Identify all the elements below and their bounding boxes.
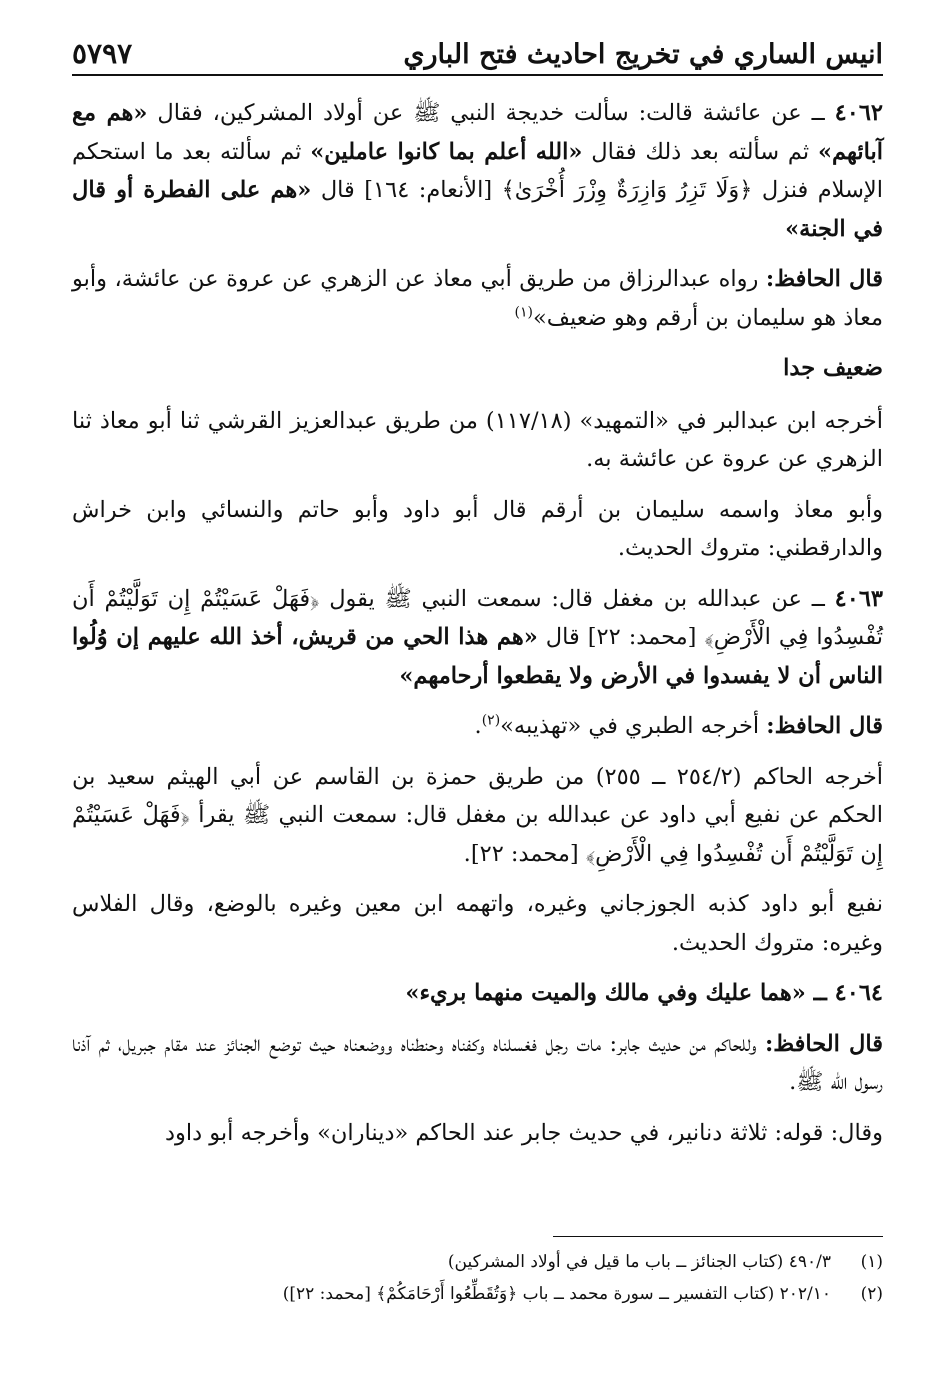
entry-number: ٤٠٦٢ — [834, 100, 884, 126]
footnote-text: ٤٩٠/٣ (كتاب الجنائز ــ باب ما قيل في أولاد المشركين) — [447, 1252, 831, 1272]
entry-text: ــ عن عائشة قالت: سألت خديجة النبي ﷺ عن أولاد المشركين، فقال — [147, 100, 825, 126]
footnote-number: (١) — [860, 1252, 883, 1272]
hafiz-label: قال الحافظ: — [766, 713, 883, 739]
takhrij-paragraph: أخرجه ابن عبدالبر في «التمهيد» (١١٧/١٨) من طريق عبدالعزيز القرشي ثنا أبو معاذ ثنا الزهري عن عروة عن عائشة به. — [72, 407, 884, 472]
header-title: انيس الساري في تخريج احاديث فتح الباري — [403, 39, 883, 70]
footnote-ref: (١) — [514, 304, 533, 320]
footnote-text: ٢٠٢/١٠ (كتاب التفسير ــ سورة محمد ــ باب ﴿وَتُقَطِّعُوا أَرْحَامَكُمْ﴾ [محمد: ٢٢]) — [282, 1284, 831, 1304]
hafiz-comment — [72, 260, 883, 337]
entry-text: ثم سألته بعد ذلك فقال — [582, 138, 818, 165]
narrator-paragraph: نفيع أبو داود كذبه الجوزجاني وغيره، واتهمه ابن معين وغيره بالوضع، وقال الفلاس وغيره: متروك الحديث. — [72, 891, 883, 956]
footnote-separator — [553, 1236, 883, 1237]
hafiz-comment — [72, 1025, 883, 1102]
hafiz-comment — [72, 707, 883, 746]
entry-number: ٤٠٦٣ — [834, 585, 883, 612]
takhrij-paragraph: أخرجه الحاكم (٢٥٤/٢ ــ ٢٥٥) من طريق حمزة بن القاسم عن أبي الهيثم سعيد بن الحكم عن نفيع أبي داود عن عبدالله بن مغفل قال: سمعت النبي ﷺ يقرأ ﴿فَهَلْ عَسَيْتُمْ إِن تَوَلَّيْتُمْ أَن تُفْسِدُوا فِي الْأَرْضِ﴾ [محمد: ٢٢]. — [72, 763, 883, 867]
footnotes — [72, 1246, 883, 1310]
footnote-item — [72, 1278, 883, 1310]
entry-bold-text: «هم هذا الحي من قريش، أخذ الله عليهم إن وُلُوا الناس أن لا يفسدوا في الأرض ولا يقطعوا أرحامهم» — [72, 624, 883, 689]
hadith-entry-4063 — [72, 580, 883, 696]
hafiz-label: قال الحافظ: — [765, 266, 884, 292]
entry-text: ــ عن عبدالله بن مغفل قال: سمعت النبي ﷺ يقول ﴿فَهَلْ عَسَيْتُمْ إِن تَوَلَّيْتُمْ أَن تُفْسِدُوا فِي الْأَرْضِ﴾ [محمد: ٢٢] قال — [72, 585, 883, 650]
page-body — [72, 94, 883, 1164]
entry-bold-text: «هم مع آبائهم» — [72, 100, 883, 165]
footnote-ref: (٢) — [481, 712, 501, 729]
hafiz-label: قال الحافظ: — [765, 1030, 883, 1057]
running-header — [72, 26, 883, 76]
entry-bold-text: «هم على الفطرة أو قال في الجنة» — [72, 177, 883, 242]
paragraph-text: . — [474, 713, 482, 739]
footnote-number: (٢) — [860, 1284, 883, 1304]
entry-bold-text: ــ «هما عليك وفي مالك والميت منهما بريء» — [405, 980, 827, 1006]
paragraph-text: وللحاكم من حديث جابر: مات رجل فغسلناه وكفناه وحنطناه ووضعناه حيث توضع الجنائز عند مقام جبريل، ثم آذنا رسول الله ﷺ. — [72, 1030, 883, 1095]
narrator-paragraph: وأبو معاذ واسمه سليمان بن أرقم قال أبو داود وأبو حاتم والنسائي وابن خراش والدارقطني: متروك الحديث. — [72, 496, 883, 561]
paragraph-text: رواه عبدالرزاق من طريق أبي معاذ عن الزهري عن عروة عن عائشة، وأبو معاذ هو سليمان بن أرقم وهو ضعيف» — [72, 266, 883, 331]
entry-bold-text: «الله أعلم بما كانوا عاملين» — [310, 138, 583, 165]
grading-heading: ضعيف جدا — [783, 355, 883, 381]
footnote-item — [72, 1246, 883, 1278]
paragraph-text: أخرجه الطبري في «تهذيبه» — [500, 713, 767, 739]
hadith-entry-4062 — [72, 94, 883, 248]
continuation-paragraph: وقال: قوله: ثلاثة دنانير، في حديث جابر عند الحاكم «ديناران» وأخرجه أبو داود — [164, 1119, 883, 1146]
entry-text: ثم سألته بعد ما استحكم الإسلام فنزل ﴿وَلَا تَزِرُ وَازِرَةٌ وِزْرَ أُخْرَىٰ﴾ [الأنعام: ١٦٤] قال — [72, 138, 884, 203]
hadith-entry-4064 — [72, 974, 883, 1013]
entry-number: ٤٠٦٤ — [834, 980, 883, 1006]
page-number: ٥٧٩٧ — [72, 37, 133, 70]
